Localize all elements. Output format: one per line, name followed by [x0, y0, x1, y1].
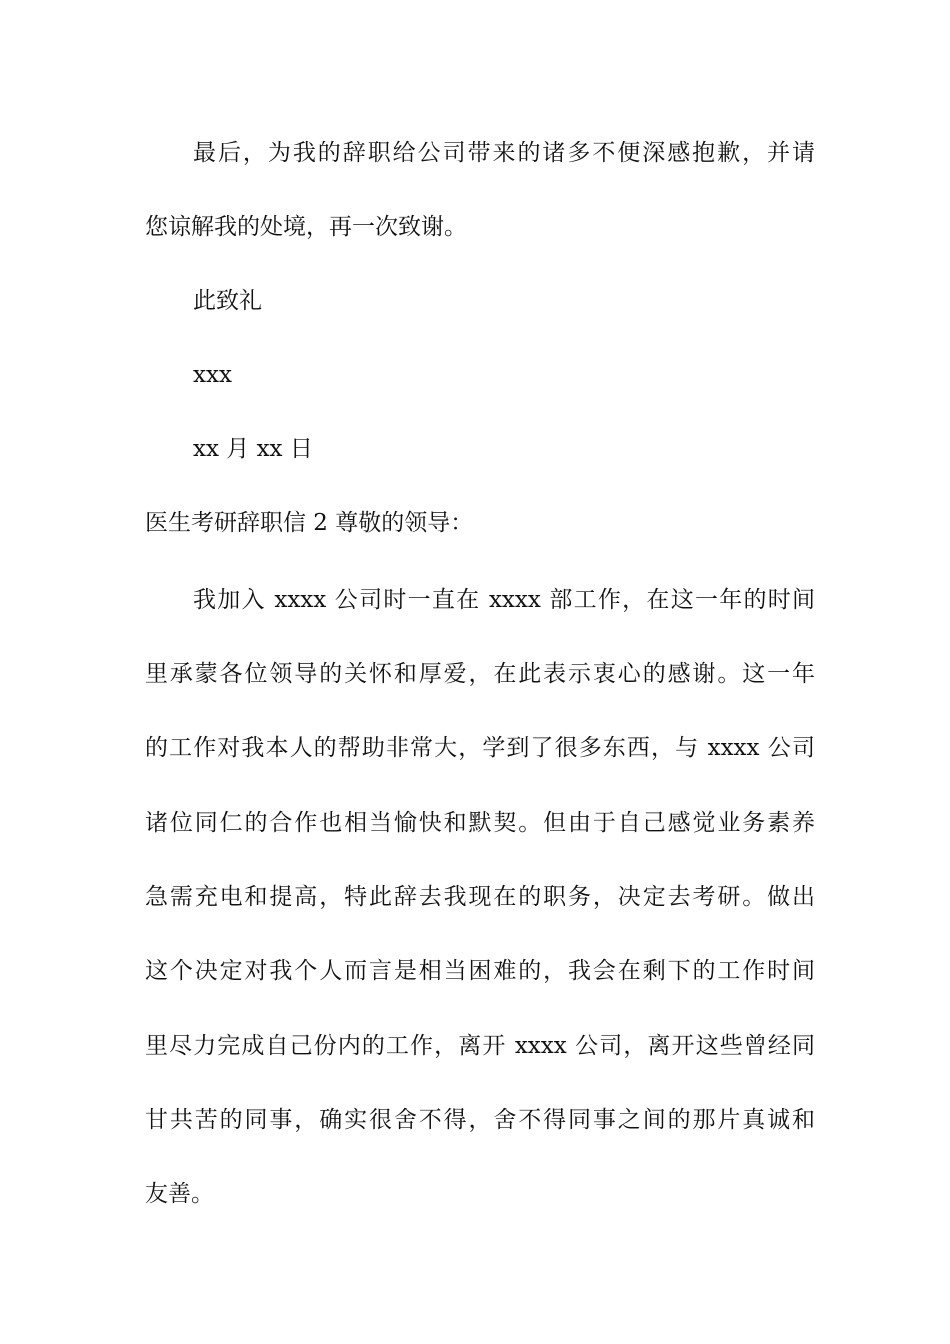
letter2-body-line: 友善。 — [145, 1181, 214, 1207]
letter-date: xx 月 xx 日 — [193, 436, 313, 462]
letter2-body-line: 里承蒙各位领导的关怀和厚爱，在此表示衷心的感谢。这一年 — [145, 661, 815, 687]
letter2-body-line: 的工作对我本人的帮助非常大，学到了很多东西，与 xxxx 公司 — [145, 735, 815, 761]
closing-paragraph-line-1: 最后，为我的辞职给公司带来的诸多不便深感抱歉，并请 — [193, 140, 815, 166]
letter2-body-line: 诸位同仁的合作也相当愉快和默契。但由于自己感觉业务素养 — [145, 810, 815, 836]
letter2-body-line: 这个决定对我个人而言是相当困难的，我会在剩下的工作时间 — [145, 958, 815, 984]
letter2-body-line: 我加入 xxxx 公司时一直在 xxxx 部工作，在这一年的时间 — [193, 587, 815, 613]
closing-paragraph-line-2: 您谅解我的处境，再一次致谢。 — [145, 214, 467, 240]
salutation: 此致礼 — [193, 288, 262, 314]
letter2-body-line: 里尽力完成自己份内的工作，离开 xxxx 公司，离开这些曾经同 — [145, 1033, 815, 1059]
letter2-body-line: 急需充电和提高，特此辞去我现在的职务，决定去考研。做出 — [145, 884, 815, 910]
letter2-heading: 医生考研辞职信 2 尊敬的领导： — [145, 510, 474, 536]
signature: xxx — [193, 362, 232, 388]
letter2-body-line: 甘共苦的同事，确实很舍不得，舍不得同事之间的那片真诚和 — [145, 1107, 815, 1133]
